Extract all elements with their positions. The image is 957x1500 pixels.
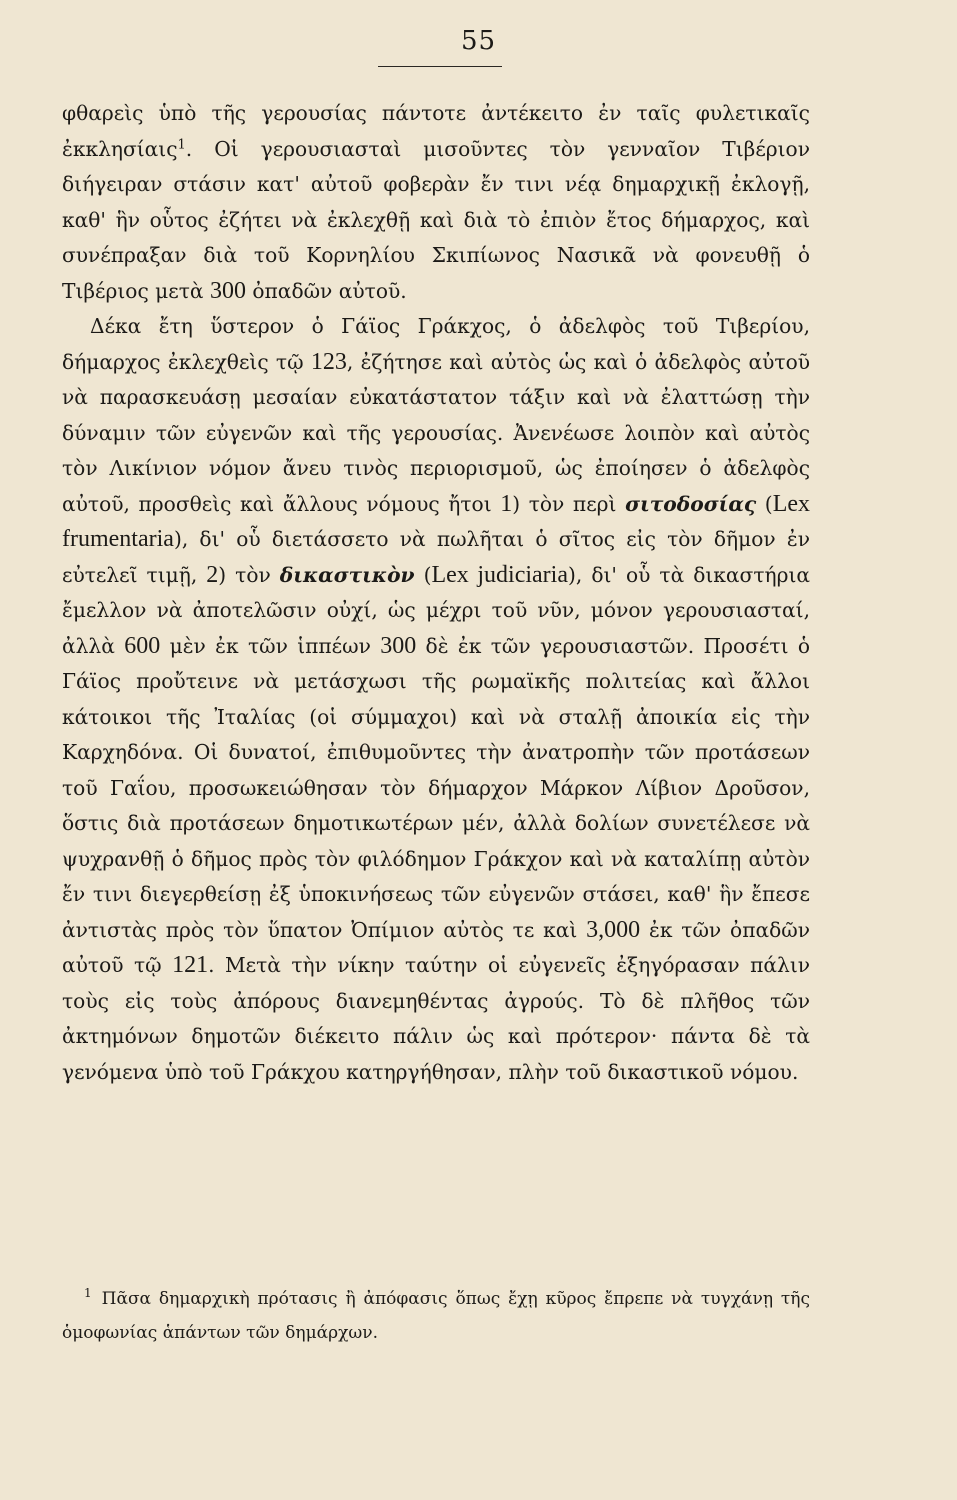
number-2: 2 bbox=[206, 561, 219, 588]
p2-text-4: ( bbox=[756, 491, 773, 516]
p1-text-3: ὀπαδῶν αὐτοῦ. bbox=[245, 278, 407, 303]
p2-text-1: Δέκα ἔτη ὕστερον ὁ Γάϊος Γράκχος, ὁ ἀδελφὸς τοῦ Τιβερίου, δήμαρχος ἐκλεχθεὶς τῷ bbox=[62, 314, 810, 374]
p2-text-6: ) τὸν bbox=[218, 562, 280, 587]
emphasis-dikastikon: δικαστικὸν bbox=[279, 562, 415, 587]
p2-text-9: μὲν ἐκ τῶν ἱππέων bbox=[160, 633, 381, 658]
number-300b: 300 bbox=[380, 632, 417, 659]
p2-text-10: δὲ ἐκ τῶν γερουσιαστῶν. Προσέτι ὁ Γάϊος προὔτεινε νὰ μετάσχωσι τῆς ρωμαϊκῆς πολιτείας καὶ ἄλλοι κάτοικοι τῆς Ἰταλίας (οἱ σύμμαχοι) καὶ νὰ σταλῇ ἀποικία εἰς τὴν Καρχηδόνα. Οἱ δυνατοί, ἐπιθυμοῦντες τὴν ἀνατροπὴν τῶν προτάσεων τοῦ Γαΐου, προσωκειώθησαν τὸν δήμαρχον Μάρκον Λίβιον Δροῦσον, ὅστις διὰ προτάσεων δημοτικωτέρων μέν, ἀλλὰ δολίων συνετέλεσε νὰ ψυχρανθῇ ὁ δῆμος πρὸς τὸν φιλόδημον Γράκχον καὶ νὰ καταλίπῃ αὐτὸν ἔν τινι διεγερθείσῃ ἐξ ὑποκινήσεως τῶν εὐγενῶν στάσει, καθ' ἣν ἔπεσε ἀντιστὰς πρὸς τὸν ὕπατον Ὀπίμιον αὐτὸς τε καὶ bbox=[62, 633, 810, 942]
p2-text-12: . Μετὰ τὴν νίκην ταύτην οἱ εὐγενεῖς ἐξηγόρασαν πάλιν τοὺς εἰς τοὺς ἀπόρους διανεμηθέντας ἀγρούς. Τὸ δὲ πλῆθος τῶν ἀκτημόνων δημοτῶν διέκειτο πάλιν ὡς καὶ πρότερον· πάντα δὲ τὰ γενόμενα ὑπὸ τοῦ Γράκχου κατηργήθησαν, πλὴν τοῦ δικαστικοῦ νόμου. bbox=[62, 953, 811, 1084]
footnote-reference: 1 bbox=[177, 136, 186, 152]
p2-text-7: ( bbox=[414, 562, 432, 587]
number-3000: 3,000 bbox=[586, 916, 641, 943]
p2-text-3: ) τὸν περὶ bbox=[512, 491, 626, 516]
number-600: 600 bbox=[124, 632, 161, 659]
footnote-text: Πᾶσα δημαρχικὴ πρότασις ἢ ἀπόφασις ὅπως ἔχῃ κῦρος ἔπρεπε νὰ τυγχάνῃ τῆς ὁμοφωνίας ἁπάντων τῶν δημάρχων. bbox=[62, 1289, 810, 1343]
number-123: 123 bbox=[310, 348, 347, 375]
number-1: 1 bbox=[500, 490, 513, 517]
header-rule bbox=[378, 66, 502, 67]
emphasis-sitodosias: σιτοδοσίας bbox=[625, 491, 757, 516]
p2-text-11: ἐκ τῶν ὀπαδῶν αὐτοῦ τῷ bbox=[62, 917, 811, 977]
p1-text: φθαρεὶς ὑπὸ τῆς γερουσίας πάντοτε ἀντέκειτο ἐν ταῖς φυλετικαῖς ἐκκλησίαις bbox=[62, 101, 810, 161]
p1-text-2: . Οἱ γερουσιασταὶ μισοῦντες τὸν γενναῖον Τιβέριον διήγειραν στάσιν κατ' αὐτοῦ φοβερὰν ἔν τινι νέᾳ δημαρχικῇ ἐκλογῇ, καθ' ἣν οὗτος ἐζήτει νὰ ἐκλεχθῇ καὶ διὰ τὸ ἐπιὸν ἔτος δήμαρχος, καὶ συνέπραξαν διὰ τοῦ Κορνηλίου Σκιπίωνος Νασικᾶ νὰ φονευθῇ ὁ Τιβέριος μετὰ bbox=[62, 136, 810, 303]
number-300: 300 bbox=[209, 277, 246, 304]
paragraph-1 bbox=[62, 96, 810, 309]
p2-text-5: ), δι' οὗ διετάσσετο νὰ πωλῆται ὁ σῖτος εἰς τὸν δῆμον ἐν εὐτελεῖ τιμῇ, bbox=[62, 527, 810, 587]
page-number: 55 bbox=[460, 26, 497, 56]
paragraph-2 bbox=[62, 309, 810, 1090]
footnote-mark: 1 bbox=[84, 1286, 92, 1301]
number-121: 121 bbox=[172, 952, 209, 978]
latin-lex-judiciaria: Lex judiciaria bbox=[431, 561, 568, 588]
footnote bbox=[62, 1282, 810, 1350]
main-text bbox=[62, 96, 810, 1090]
p2-text-8: ), δι' οὗ τὰ δικαστήρια ἔμελλον νὰ ἀποτελῶσιν οὐχί, ὡς μέχρι τοῦ νῦν, μόνον γερουσιασταί, ἀλλὰ bbox=[62, 562, 810, 658]
latin-lex-frumentaria: Lex frumentaria bbox=[62, 490, 810, 552]
p2-text-2: , ἐζήτησε καὶ αὐτὸς ὡς καὶ ὁ ἀδελφὸς αὐτοῦ νὰ παρασκευάσῃ μεσαίαν εὐκατάστατον τάξιν καὶ νὰ ἐλαττώσῃ τὴν δύναμιν τῶν εὐγενῶν καὶ τῆς γερουσίας. Ἀνενέωσε λοιπὸν καὶ αὐτὸς τὸν Λικίνιον νόμον ἄνευ τινὸς περιορισμοῦ, ὡς ἐποίησεν ὁ ἀδελφὸς αὐτοῦ, προσθεὶς καὶ ἄλλους νόμους ἤτοι bbox=[62, 349, 810, 516]
